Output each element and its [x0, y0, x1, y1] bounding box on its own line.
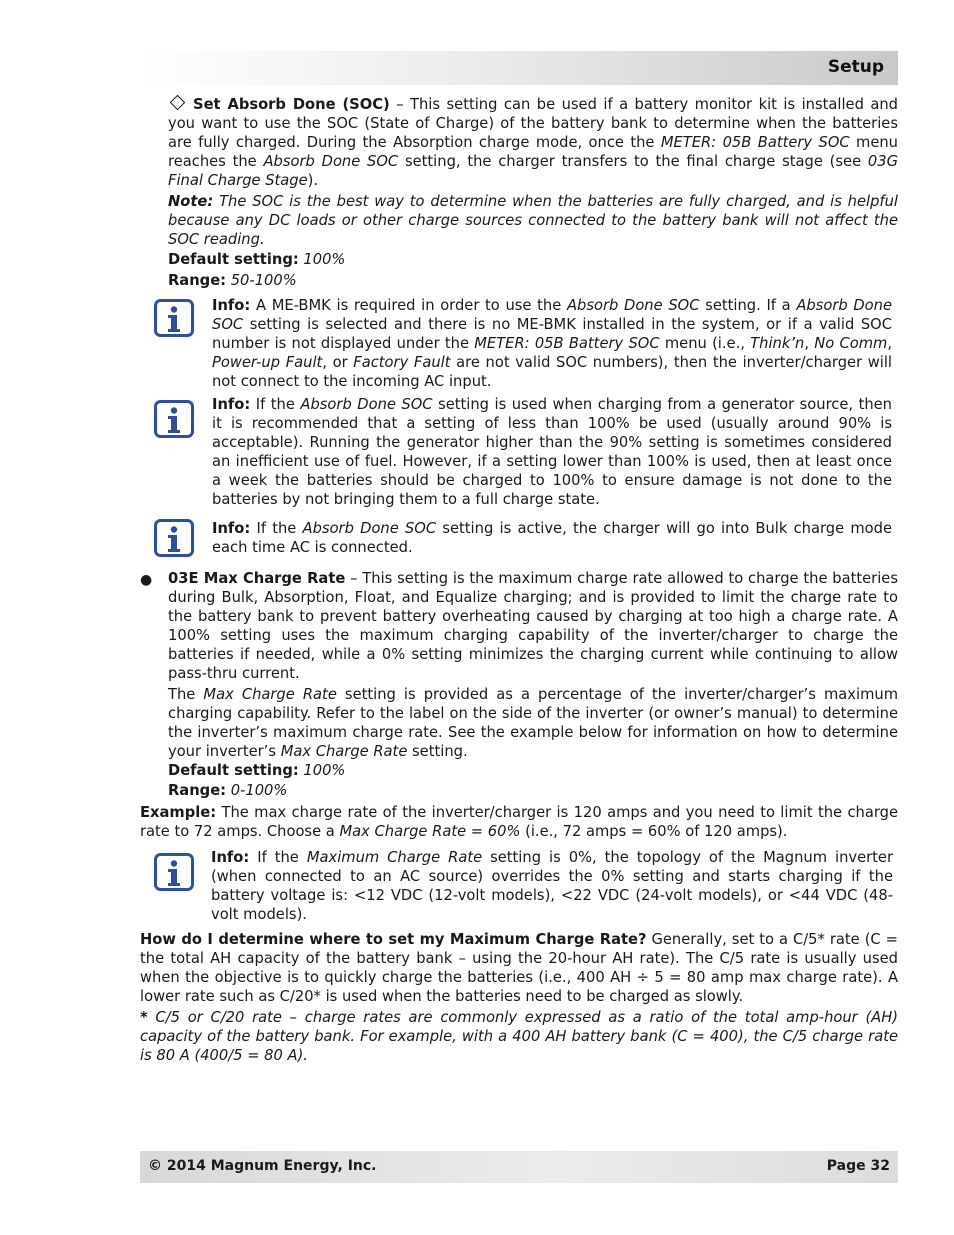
max-rate-range: Range: 0-100% [168, 782, 288, 799]
info-4: Info: If the Maximum Charge Rate setting is 0%, the topology of the Magnum inverter (when connected to an AC source) overrides the 0% setting and starts charging if the battery voltage is: <12 VDC (12-volt models), <22 VDC (24-volt models), or <44 VDC (48-volt models). [211, 849, 893, 923]
soc-title: Set Absorb Done (SOC) [193, 96, 390, 113]
info-2: Info: If the Absorb Done SOC setting is used when charging from a generator source, then it is recommended that a setting of less than 100% be used (usually around 90% is acceptable). Running the generator higher than the 90% setting is sometimes considered an inefficient use of fuel. However, if a setting lower than 100% is used, then at least once a week the batteries should be charged to 100% to ensure damage is not done to the batteries by not bringing them to a full charge state. [212, 396, 892, 508]
note-label: Note: [168, 193, 214, 210]
max-charge-rate-description: The Max Charge Rate setting is provided as a percentage of the inverter/charger’s maximum charging capability. Refer to the label on the side of the inverter (or owner’s manual) to determine the inverter’s maximum charge rate. See the example below for information on how to determine your inverter’s Max Charge Rate setting. [168, 686, 898, 760]
max-rate-default-setting: Default setting: 100% [168, 762, 346, 779]
section-title: Setup [827, 57, 884, 77]
info-icon [154, 400, 194, 438]
example-paragraph: Example: The max charge rate of the inverter/charger is 120 amps and you need to limit the charge rate to 72 amps. Choose a Max Charge Rate = 60% (i.e., 72 amps = 60% of 120 amps). [140, 804, 898, 840]
soc-default-setting: Default setting: 100% [168, 251, 346, 268]
info-icon [154, 519, 194, 557]
soc-note: Note: The SOC is the best way to determine when the batteries are fully charged, and is helpful because any DC loads or other charge sources connected to the battery bank will not affect the SOC reading. [168, 193, 898, 248]
howto-paragraph: How do I determine where to set my Maximum Charge Rate? Generally, set to a C/5* rate (C = the total AH capacity of the battery bank – using the 20-hour AH rate). The C/5 rate is usually used when the objective is to quickly charge the batteries (i.e., 400 AH ÷ 5 = 80 amp max charge rate). A lower rate such as C/20* is used when the batteries need to be charged as slowly. [140, 931, 898, 1005]
max-charge-rate-title: 03E Max Charge Rate [168, 570, 346, 587]
diamond-bullet-icon [170, 95, 186, 111]
howto-question: How do I determine where to set my Maximum Charge Rate? [140, 931, 647, 948]
bullet-icon: ● [140, 572, 153, 588]
soc-paragraph: Set Absorb Done (SOC) – This setting can be used if a battery monitor kit is installed and you want to use the SOC (State of Charge) of the battery bank to determine when the batteries are fully charged. During the Absorption charge mode, once the METER: 05B Battery SOC menu reaches the Absorb Done SOC setting, the charger transfers to the final charge stage (see 03G Final Charge Stage). [168, 96, 899, 189]
page-header [140, 51, 898, 85]
info-icon [154, 299, 194, 337]
footnote: * C/5 or C/20 rate – charge rates are commonly expressed as a ratio of the total amp-hour (AH) capacity of the battery bank. For example, with a 400 AH battery bank (C = 400), the C/5 charge rate is 80 A (400/5 = 80 A). [140, 1009, 898, 1064]
copyright: © 2014 Magnum Energy, Inc. [148, 1158, 377, 1174]
info-icon [154, 853, 194, 891]
soc-range: Range: 50-100% [168, 272, 297, 289]
info-1: Info: A ME-BMK is required in order to use the Absorb Done SOC setting. If a Absorb Done SOC setting is selected and there is no ME-BMK installed in the system, or if a valid SOC number is not displayed under the METER: 05B Battery SOC menu (i.e., Think’n, No Comm, Power-up Fault, or Factory Fault are not valid SOC numbers), then the inverter/charger will not connect to the incoming AC input. [212, 297, 893, 390]
max-charge-rate-paragraph: 03E Max Charge Rate – This setting is the maximum charge rate allowed to charge the batteries during Bulk, Absorption, Float, and Equalize charging; and is provided to limit the charge rate to the battery bank to prevent battery overheating caused by charging at too high a charge rate. A 100% setting uses the maximum charging capability of the inverter/charger to charge the batteries if needed, while a 0% setting minimizes the charging current while continuing to allow pass-thru current. [168, 570, 898, 682]
page-footer [140, 1151, 898, 1183]
info-3: Info: If the Absorb Done SOC setting is active, the charger will go into Bulk charge mode each time AC is connected. [212, 520, 892, 556]
page-number: Page 32 [826, 1158, 890, 1174]
